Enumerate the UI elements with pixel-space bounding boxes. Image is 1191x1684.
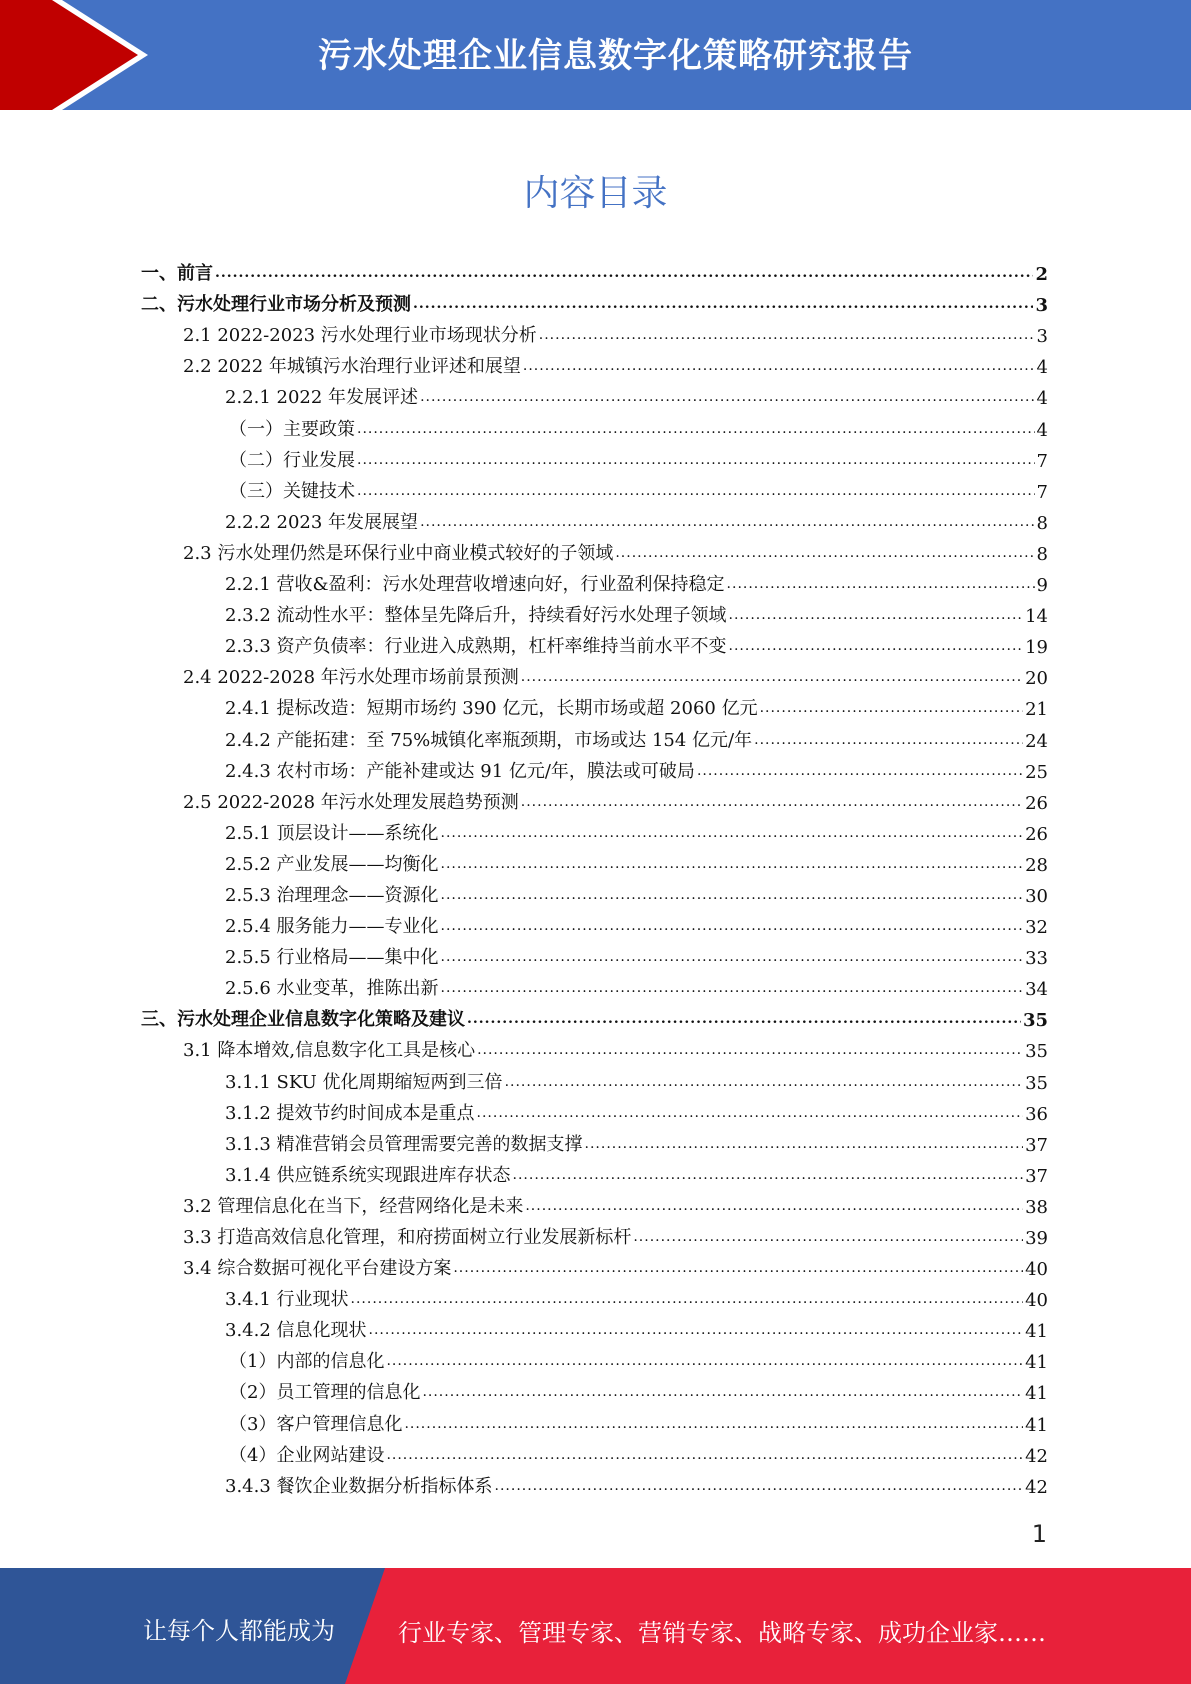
toc-leader-dots <box>369 1321 1024 1339</box>
toc-entry[interactable] <box>141 254 1048 285</box>
toc-entry-page: 4 <box>1036 419 1048 441</box>
toc-leader-dots <box>441 948 1024 966</box>
toc-leader-dots <box>420 388 1034 406</box>
toc-entry-title: 3.1.1 SKU 优化周期缩短两到三倍 <box>225 1071 503 1093</box>
toc-entry-page: 32 <box>1025 917 1048 939</box>
toc-entry-page: 28 <box>1025 854 1048 876</box>
toc-entry-page: 38 <box>1025 1196 1048 1218</box>
toc-leader-dots <box>513 1166 1024 1184</box>
toc-entry-page: 30 <box>1025 885 1048 907</box>
toc-leader-dots <box>521 793 1023 811</box>
toc-leader-dots <box>420 513 1034 531</box>
toc-entry[interactable] <box>141 783 1048 814</box>
toc-entry-title: 2.2.1 2022 年发展评述 <box>225 387 419 409</box>
toc-leader-dots <box>215 264 1033 282</box>
toc-entry[interactable] <box>141 409 1048 440</box>
toc-entry-page: 4 <box>1036 357 1048 379</box>
toc-leader-dots <box>521 668 1023 686</box>
toc-entry-title: 一、前言 <box>141 263 213 285</box>
toc-entry-page: 41 <box>1025 1414 1048 1436</box>
toc-entry-title: 3.2 管理信息化在当下，经营网络化是未来 <box>183 1195 524 1217</box>
toc-entry-page: 4 <box>1036 388 1048 410</box>
toc-leader-dots <box>585 1135 1024 1153</box>
toc-entry-title: 3.4.3 餐饮企业数据分析指标体系 <box>225 1475 493 1497</box>
toc-entry-title: 2.5.1 顶层设计——系统化 <box>225 822 439 844</box>
report-title: 污水处理企业信息数字化策略研究报告 <box>318 36 913 76</box>
toc-entry-page: 41 <box>1025 1321 1048 1343</box>
toc-entry-title: （一）主要政策 <box>229 418 355 440</box>
toc-entry-page: 14 <box>1025 606 1048 628</box>
toc-entry-title: 2.1 2022-2023 污水处理行业市场现状分析 <box>183 325 537 347</box>
toc-leader-dots <box>351 1290 1024 1308</box>
toc-leader-dots <box>386 1446 1023 1464</box>
toc-leader-dots <box>357 420 1035 438</box>
toc-entry-page: 25 <box>1025 761 1048 783</box>
toc-entry-title: 2.5.5 行业格局——集中化 <box>225 947 439 969</box>
toc-leader-dots <box>441 917 1024 935</box>
toc-leader-dots <box>539 326 1035 344</box>
toc-entry-title: 三、污水处理企业信息数字化策略及建议 <box>141 1009 465 1031</box>
toc-entry-title: 2.2.2 2023 年发展展望 <box>225 511 419 533</box>
toc-leader-dots <box>386 1352 1023 1370</box>
toc-entry-page: 24 <box>1025 730 1048 752</box>
toc-leader-dots <box>729 606 1024 624</box>
toc-leader-dots <box>422 1383 1023 1401</box>
toc-leader-dots <box>477 1104 1024 1122</box>
toc-leader-dots <box>441 855 1024 873</box>
toc-entry-page: 39 <box>1025 1228 1048 1249</box>
toc-leader-dots <box>633 1228 1023 1246</box>
toc-entry[interactable] <box>141 1404 1048 1435</box>
table-of-contents <box>141 254 1048 1498</box>
toc-entry-page: 37 <box>1025 1134 1048 1156</box>
toc-entry[interactable] <box>141 378 1048 409</box>
toc-leader-dots <box>477 1041 1023 1059</box>
toc-entry-page: 42 <box>1025 1476 1048 1498</box>
toc-leader-dots <box>727 575 1035 593</box>
toc-entry-page: 41 <box>1025 1352 1048 1374</box>
toc-entry-title: （二）行业发展 <box>229 449 355 471</box>
toc-leader-dots <box>453 1259 1023 1277</box>
toc-leader-dots <box>505 1073 1024 1091</box>
toc-entry[interactable] <box>141 347 1048 378</box>
toc-entry-title: 3.4 综合数据可视化平台建设方案 <box>183 1258 452 1280</box>
toc-entry-page: 26 <box>1025 792 1048 814</box>
toc-entry-page: 40 <box>1025 1290 1048 1312</box>
toc-entry-page: 36 <box>1025 1103 1048 1125</box>
toc-entry[interactable] <box>141 845 1048 876</box>
footer-band <box>0 1568 1191 1684</box>
toc-entry-title: 2.4.1 提标改造：短期市场约 390 亿元，长期市场或超 2060 亿元 <box>225 698 758 720</box>
toc-entry[interactable] <box>141 441 1048 472</box>
toc-entry[interactable] <box>141 1062 1048 1093</box>
toc-leader-dots <box>441 886 1024 904</box>
toc-entry[interactable] <box>141 876 1048 907</box>
toc-leader-dots <box>697 762 1023 780</box>
toc-entry[interactable] <box>141 938 1048 969</box>
toc-entry-page: 40 <box>1025 1259 1048 1281</box>
toc-leader-dots <box>404 1415 1023 1433</box>
toc-entry[interactable] <box>141 689 1048 720</box>
toc-entry-page: 7 <box>1036 450 1048 472</box>
toc-entry-page: 41 <box>1025 1383 1048 1405</box>
toc-entry-page: 8 <box>1036 543 1048 565</box>
toc-entry-title: 二、污水处理行业市场分析及预测 <box>141 294 411 316</box>
footer-slogan-right: 行业专家、管理专家、营销专家、战略专家、成功企业家…… <box>398 1619 1046 1647</box>
toc-entry[interactable] <box>141 658 1048 689</box>
toc-entry[interactable] <box>141 1436 1048 1467</box>
toc-entry-page: 8 <box>1036 512 1048 534</box>
toc-entry[interactable] <box>141 534 1048 565</box>
toc-entry-title: 2.5.4 服务能力——专业化 <box>225 916 439 938</box>
toc-leader-dots <box>760 699 1024 717</box>
toc-entry-title: （3）客户管理信息化 <box>229 1413 403 1435</box>
toc-entry-title: 2.4.2 产能拓建：至 75%城镇化率瓶颈期，市场或达 154 亿元/年 <box>225 729 753 751</box>
toc-entry-title: 3.1.2 提效节约时间成本是重点 <box>225 1102 475 1124</box>
toc-entry-title: 2.5.3 治理理念——资源化 <box>225 884 439 906</box>
toc-entry[interactable] <box>141 752 1048 783</box>
toc-entry-page: 35 <box>1025 1072 1048 1094</box>
toc-entry-title: 2.5.6 水业变革，推陈出新 <box>225 978 439 1000</box>
toc-entry-page: 42 <box>1025 1445 1048 1467</box>
toc-leader-dots <box>729 637 1024 655</box>
toc-entry-title: （三）关键技术 <box>229 480 355 502</box>
toc-entry-page: 19 <box>1025 637 1048 659</box>
toc-entry-page: 20 <box>1025 668 1048 690</box>
toc-entry-title: 2.3.2 流动性水平：整体呈先降后升，持续看好污水处理子领域 <box>225 605 727 627</box>
toc-entry[interactable] <box>141 1187 1048 1218</box>
toc-heading: 内容目录 <box>523 173 668 214</box>
toc-entry-title: 3.4.1 行业现状 <box>225 1289 349 1311</box>
toc-entry[interactable] <box>141 1467 1048 1498</box>
toc-entry[interactable] <box>141 1218 1048 1249</box>
toc-entry-title: 3.3 打造高效信息化管理，和府捞面树立行业发展新标杆 <box>183 1227 632 1248</box>
toc-entry[interactable] <box>141 1156 1048 1187</box>
toc-leader-dots <box>441 824 1024 842</box>
footer-slogan-left: 让每个人都能成为 <box>143 1617 335 1645</box>
toc-entry-page: 35 <box>1022 1010 1048 1032</box>
toc-entry[interactable] <box>141 472 1048 503</box>
toc-entry[interactable] <box>141 1342 1048 1373</box>
toc-entry[interactable] <box>141 1094 1048 1125</box>
toc-entry-title: 2.3.3 资产负债率：行业进入成熟期，杠杆率维持当前水平不变 <box>225 636 727 658</box>
toc-entry-page: 21 <box>1025 699 1048 721</box>
toc-leader-dots <box>525 1197 1023 1215</box>
toc-entry-page: 2 <box>1035 264 1048 286</box>
toc-entry-title: （2）员工管理的信息化 <box>229 1382 421 1404</box>
toc-entry-page: 3 <box>1036 326 1048 348</box>
toc-leader-dots <box>413 295 1033 313</box>
page-number: 1 <box>1031 1520 1047 1548</box>
toc-entry-title: 2.3 污水处理仍然是环保行业中商业模式较好的子领域 <box>183 542 614 564</box>
toc-entry[interactable] <box>141 969 1048 1000</box>
toc-entry[interactable] <box>141 907 1048 938</box>
toc-entry[interactable] <box>141 1000 1048 1031</box>
toc-entry[interactable] <box>141 285 1048 316</box>
toc-entry-page: 33 <box>1025 948 1048 970</box>
toc-entry-page: 34 <box>1025 979 1048 1001</box>
toc-entry[interactable] <box>141 1031 1048 1062</box>
toc-entry-page: 35 <box>1025 1041 1048 1063</box>
toc-entry[interactable] <box>141 565 1048 596</box>
toc-entry-title: 2.4.3 农村市场：产能补建或达 91 亿元/年，膜法或可破局 <box>225 760 695 782</box>
toc-entry[interactable] <box>141 720 1048 751</box>
toc-entry-title: 3.1.3 精准营销会员管理需要完善的数据支撑 <box>225 1133 583 1155</box>
toc-entry[interactable] <box>141 503 1048 534</box>
toc-entry-title: 3.4.2 信息化现状 <box>225 1320 367 1342</box>
toc-entry-title: 2.5 2022-2028 年污水处理发展趋势预测 <box>183 791 519 813</box>
toc-entry[interactable] <box>141 596 1048 627</box>
toc-entry-title: （4）企业网站建设 <box>229 1444 385 1466</box>
toc-entry-title: 3.1 降本增效,信息数字化工具是核心 <box>183 1040 476 1062</box>
toc-leader-dots <box>357 451 1035 469</box>
toc-entry-page: 26 <box>1025 823 1048 845</box>
toc-entry-title: 2.2.1 营收&盈利：污水处理营收增速向好，行业盈利保持稳定 <box>225 574 725 596</box>
toc-leader-dots <box>495 1477 1024 1495</box>
toc-entry-title: 2.5.2 产业发展——均衡化 <box>225 853 439 875</box>
toc-entry[interactable] <box>141 814 1048 845</box>
toc-entry[interactable] <box>141 1280 1048 1311</box>
toc-entry-title: 2.2 2022 年城镇污水治理行业评述和展望 <box>183 356 521 378</box>
toc-entry[interactable] <box>141 627 1048 658</box>
toc-leader-dots <box>357 482 1035 500</box>
toc-leader-dots <box>441 979 1024 997</box>
toc-entry-page: 3 <box>1035 295 1048 317</box>
toc-entry[interactable] <box>141 1125 1048 1156</box>
toc-leader-dots <box>754 731 1023 749</box>
toc-leader-dots <box>467 1010 1021 1028</box>
toc-leader-dots <box>615 544 1034 562</box>
toc-leader-dots <box>523 357 1035 375</box>
toc-entry[interactable] <box>141 1311 1048 1342</box>
toc-entry-title: 3.1.4 供应链系统实现跟进库存状态 <box>225 1164 511 1186</box>
toc-entry-page: 7 <box>1036 481 1048 503</box>
toc-entry-page: 9 <box>1036 575 1048 597</box>
toc-entry[interactable] <box>141 316 1048 347</box>
toc-entry-title: （1）内部的信息化 <box>229 1351 385 1373</box>
header-band <box>0 0 1191 110</box>
toc-entry-page: 37 <box>1025 1165 1048 1187</box>
toc-entry[interactable] <box>141 1249 1048 1280</box>
toc-entry[interactable] <box>141 1373 1048 1404</box>
toc-entry-title: 2.4 2022-2028 年污水处理市场前景预测 <box>183 667 519 689</box>
